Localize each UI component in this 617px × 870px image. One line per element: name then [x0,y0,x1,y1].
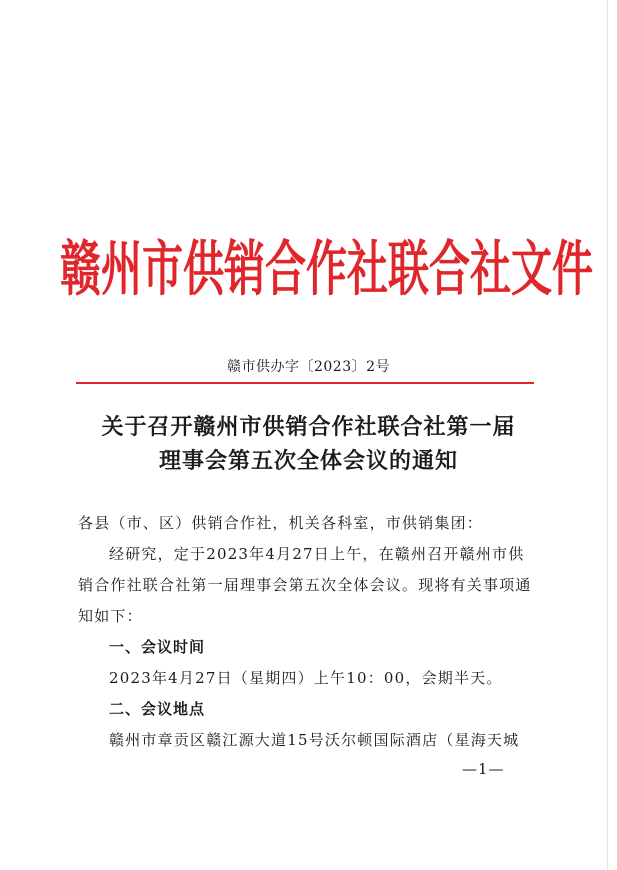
intro-paragraph: 经研究，定于2023年4月27日上午，在赣州召开赣州市供销合作社联合社第一届理事会第五次全体会议。现将有关事项通知如下： [78,545,532,625]
notice-title-line-2: 理事会第五次全体会议的通知 [158,448,458,474]
notice-title-line-1: 关于召开赣州市供销合作社联合社第一届 [101,414,516,440]
document-masthead: 赣州市供销合作社联合社文件 [60,234,593,304]
red-divider-rule [76,382,534,384]
document-number: 赣市供办字〔2023〕2号 [226,359,391,375]
section-heading-meeting-time: 一、会议时间 [109,638,206,656]
section-text-meeting-location: 赣州市章贡区赣江源大道15号沃尔顿国际酒店（星海天城 [109,731,520,749]
section-heading-meeting-location: 二、会议地点 [109,700,206,718]
page-number: —1— [462,760,505,778]
section-text-meeting-time: 2023年4月27日（星期四）上午10：00，会期半天。 [109,669,503,687]
salutation: 各县（市、区）供销合作社，机关各科室，市供销集团： [78,514,484,532]
